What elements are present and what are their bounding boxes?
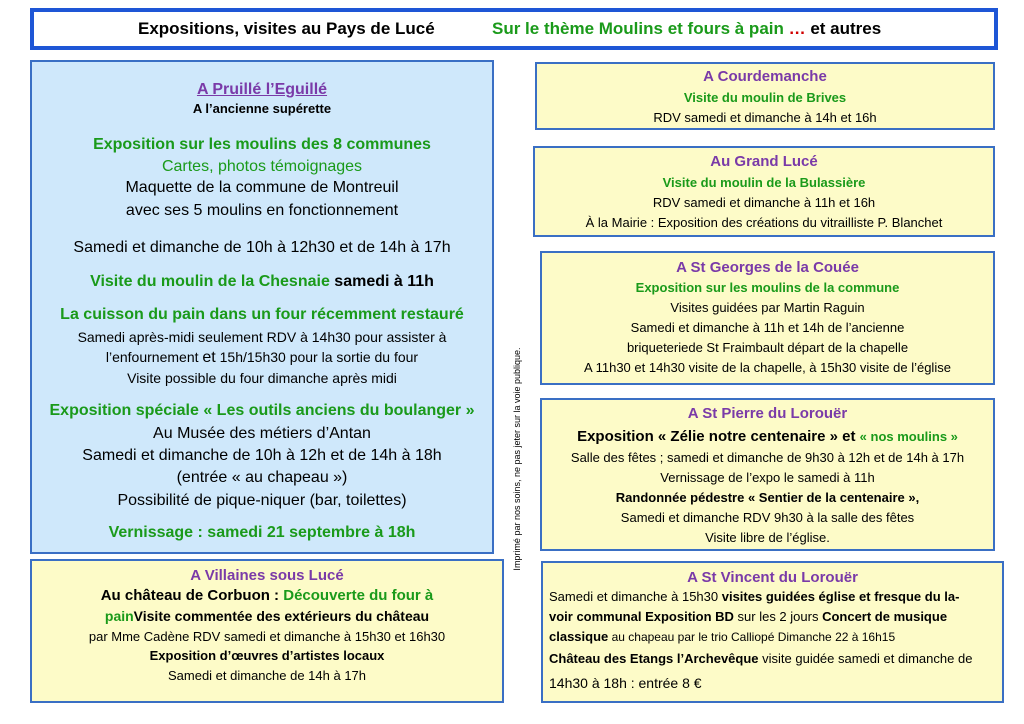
grandluce-line-3: À la Mairie : Exposition des créations du vitrailliste P. Blanchet	[585, 215, 943, 230]
villaines-line-1b: Découverte du four à	[283, 587, 434, 604]
courdemanche-line-2: RDV samedi et dimanche à 14h et 16h	[653, 110, 877, 125]
stvincent-line-2b: sur les 2 jours	[733, 609, 823, 624]
stpierre-line-4: Randonnée pédestre « Sentier de la centenaire »,	[615, 490, 920, 505]
villaines-box	[30, 559, 504, 703]
header-dots: …	[788, 19, 806, 38]
pruille-box	[30, 60, 494, 554]
stgeorges-line-1: Exposition sur les moulins de la commune	[635, 280, 900, 295]
pruille-musee: Au Musée des métiers d’Antan	[153, 425, 371, 442]
pruille-cuisson-title: La cuisson du pain dans un four récemment restauré	[60, 306, 464, 323]
pruille-visite-time: samedi à 11h	[329, 273, 434, 290]
villaines-title: A Villaines sous Lucé	[190, 567, 344, 584]
stvincent-line-2	[543, 609, 1002, 624]
courdemanche-box	[535, 62, 995, 130]
pruille-vernissage: Vernissage : samedi 21 septembre à 18h	[108, 524, 416, 541]
courdemanche-line-1: Visite du moulin de Brives	[683, 90, 847, 105]
stvincent-line-1b: visites guidées église et fresque du la-	[721, 589, 960, 604]
stpierre-title: A St Pierre du Lorouër	[687, 405, 848, 422]
pruille-speciale-title: Exposition spéciale « Les outils anciens du boulanger »	[49, 402, 475, 419]
pruille-subtitle: A l’ancienne supérette	[192, 101, 332, 116]
stpierre-line-6: Visite libre de l’église.	[705, 530, 830, 545]
villaines-line-2b: Visite commentée des extérieurs du château	[133, 608, 430, 624]
pruille-cuisson-2	[32, 349, 492, 367]
header-suffix: et autres	[805, 19, 882, 38]
header-theme: Sur le thème Moulins et fours à pain	[492, 19, 784, 38]
pruille-expo-sub: Cartes, photos témoignages	[161, 158, 363, 175]
stvincent-line-3	[543, 629, 1002, 644]
stvincent-line-3a: classique	[549, 629, 609, 644]
print-note: Imprimé par nos soins, ne pas jeter sur la voie publique.	[512, 347, 522, 571]
grandluce-title: Au Grand Lucé	[710, 153, 818, 170]
stvincent-line-4b: visite guidée samedi et dimanche de	[758, 651, 973, 666]
courdemanche-title: A Courdemanche	[703, 68, 827, 85]
villaines-line-5: Samedi et dimanche de 14h à 17h	[167, 668, 367, 683]
villaines-line-1a: Au château de Corbuon :	[100, 587, 284, 604]
villaines-line-2a: pain	[104, 608, 134, 624]
pruille-cuisson-1: Samedi après-midi seulement RDV à 14h30 pour assister à	[77, 329, 447, 345]
stvincent-line-4	[543, 651, 1002, 666]
header-left-title: Expositions, visites au Pays de Lucé	[138, 19, 435, 38]
villaines-line-2	[32, 608, 502, 624]
stvincent-line-3b: au chapeau par le trio Calliopé Dimanche 22 à 16h15	[608, 630, 896, 644]
pruille-visite-title: Visite du moulin de la Chesnaie	[90, 273, 330, 290]
stpierre-line-2: Salle des fêtes ; samedi et dimanche de 9h30 à 12h et de 14h à 17h	[570, 450, 965, 465]
pruille-maquette-2: avec ses 5 moulins en fonctionnement	[125, 202, 399, 219]
header-right-title	[492, 12, 881, 46]
stgeorges-line-5: A 11h30 et 14h30 visite de la chapelle, à 15h30 visite de l’église	[584, 360, 951, 375]
stgeorges-line-4: briqueteriede St Fraimbault départ de la chapelle	[626, 340, 909, 355]
stpierre-line-5: Samedi et dimanche RDV 9h30 à la salle des fêtes	[620, 510, 915, 525]
pruille-cuisson-2b: et	[202, 349, 216, 366]
stpierre-line-1	[542, 428, 993, 445]
pruille-visite	[32, 273, 492, 291]
stpierre-box	[540, 398, 995, 551]
villaines-line-3: par Mme Cadène RDV samedi et dimanche à 15h30 et 16h30	[88, 629, 446, 644]
stpierre-line-1b: « nos moulins »	[859, 429, 958, 444]
stgeorges-line-3: Samedi et dimanche à 11h et 14h de l’ancienne	[630, 320, 905, 335]
stvincent-line-1a: Samedi et dimanche à 15h30	[549, 589, 722, 604]
stgeorges-box	[540, 251, 995, 385]
stvincent-line-4a: Château des Etangs l’Archevêque	[549, 651, 759, 666]
pruille-musee-horaires: Samedi et dimanche de 10h à 12h et de 14h à 18h	[82, 447, 442, 464]
pruille-title: A Pruillé l’Eguillé	[196, 81, 328, 98]
stvincent-line-2c: Concert de musique	[822, 609, 948, 624]
stvincent-box	[541, 561, 1004, 703]
grandluce-line-2: RDV samedi et dimanche à 11h et 16h	[652, 195, 876, 210]
stgeorges-title: A St Georges de la Couée	[676, 259, 859, 276]
stvincent-line-2a: voir communal Exposition BD	[549, 609, 734, 624]
pruille-horaires: Samedi et dimanche de 10h à 12h30 et de 14h à 17h	[73, 239, 451, 256]
grandluce-box	[533, 146, 995, 237]
stvincent-line-5: 14h30 à 18h : entrée 8 €	[549, 675, 702, 691]
pruille-entree: (entrée « au chapeau »)	[176, 469, 348, 486]
stvincent-line-1	[543, 589, 1002, 604]
pruille-maquette-1: Maquette de la commune de Montreuil	[125, 179, 399, 196]
stvincent-title: A St Vincent du Lorouër	[687, 569, 858, 586]
pruille-expo-title: Exposition sur les moulins des 8 communes	[93, 136, 431, 153]
stgeorges-line-2: Visites guidées par Martin Raguin	[670, 300, 865, 315]
page-header	[30, 8, 998, 50]
pruille-pique: Possibilité de pique-niquer (bar, toilettes)	[117, 492, 407, 509]
stpierre-line-3: Vernissage de l’expo le samedi à 11h	[660, 470, 875, 485]
villaines-line-4: Exposition d’œuvres d’artistes locaux	[149, 648, 385, 663]
stpierre-line-1a: Exposition « Zélie notre centenaire » et	[577, 428, 860, 445]
pruille-cuisson-3: Visite possible du four dimanche après midi	[127, 370, 397, 386]
pruille-cuisson-2a: l’enfournement	[105, 349, 203, 365]
grandluce-line-1: Visite du moulin de la Bulassière	[662, 175, 866, 190]
pruille-cuisson-2c: 15h/15h30 pour la sortie du four	[215, 349, 419, 365]
villaines-line-1	[32, 587, 502, 604]
